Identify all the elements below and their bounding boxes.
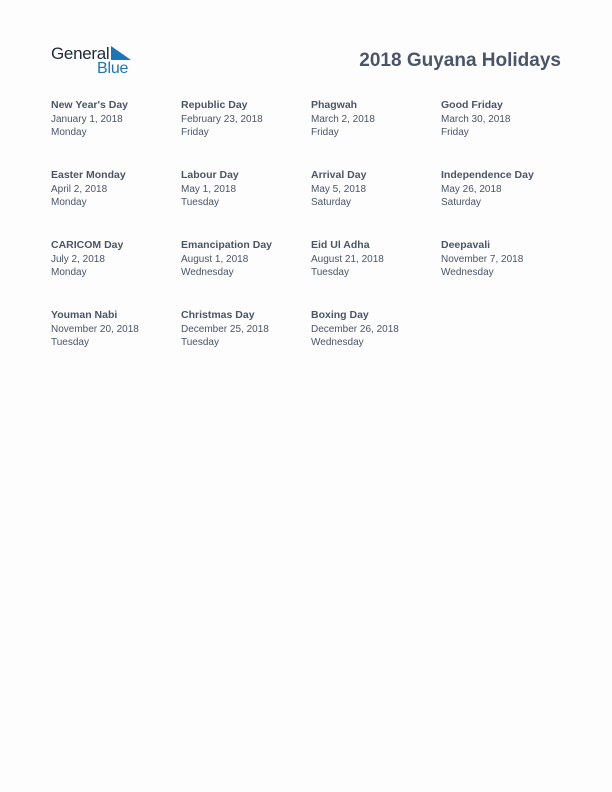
logo-triangle-icon [111, 46, 131, 60]
holiday-entry [311, 169, 441, 239]
holiday-weekday: Friday [311, 127, 339, 138]
holiday-name: Boxing Day [311, 309, 369, 321]
holiday-date: May 1, 2018 [181, 183, 237, 195]
holiday-weekday: Wednesday [441, 267, 494, 278]
holiday-name: New Year's Day [51, 99, 129, 111]
holiday-entry [181, 309, 311, 379]
holiday-date: January 1, 2018 [51, 113, 123, 125]
holiday-weekday: Monday [51, 267, 87, 278]
holiday-date: May 5, 2018 [311, 183, 367, 195]
holiday-entry [181, 239, 311, 309]
holiday-name: Eid Ul Adha [311, 239, 370, 251]
holiday-date: August 21, 2018 [311, 253, 384, 265]
holiday-name: Republic Day [181, 99, 248, 111]
holiday-entry [181, 169, 311, 239]
holiday-date: May 26, 2018 [441, 183, 502, 195]
holiday-weekday: Wednesday [311, 337, 364, 348]
holiday-weekday: Tuesday [181, 337, 219, 348]
holiday-entry [311, 309, 441, 379]
holiday-weekday: Friday [441, 127, 469, 138]
holiday-name: Labour Day [181, 169, 239, 181]
holiday-name: Easter Monday [51, 169, 126, 181]
holiday-weekday: Monday [51, 197, 87, 208]
holiday-weekday: Tuesday [181, 197, 219, 208]
holiday-date: December 25, 2018 [181, 323, 269, 335]
holiday-name: Phagwah [311, 99, 358, 111]
holiday-entry [51, 169, 181, 239]
holiday-name: Deepavali [441, 239, 491, 251]
holiday-name: Christmas Day [181, 309, 255, 321]
logo-text-general: General [51, 44, 110, 63]
holiday-date: March 30, 2018 [441, 113, 511, 125]
holiday-weekday: Friday [181, 127, 209, 138]
holiday-weekday: Tuesday [51, 337, 89, 348]
holiday-name: Emancipation Day [181, 239, 273, 251]
holiday-date: November 20, 2018 [51, 323, 139, 335]
holiday-name: Independence Day [441, 169, 534, 181]
page-title: 2018 Guyana Holidays [359, 50, 561, 71]
holiday-entry [441, 99, 571, 169]
holiday-entry [441, 239, 571, 309]
holiday-weekday: Wednesday [181, 267, 234, 278]
holiday-entry [181, 99, 311, 169]
holiday-grid [51, 99, 571, 379]
holiday-date: February 23, 2018 [181, 113, 263, 125]
holiday-name: Good Friday [441, 99, 503, 111]
logo-text-blue: Blue [97, 60, 129, 77]
holiday-weekday: Monday [51, 127, 87, 138]
holiday-date: March 2, 2018 [311, 113, 375, 125]
holiday-weekday: Tuesday [311, 267, 349, 278]
holiday-weekday: Saturday [311, 197, 352, 208]
holiday-name: Arrival Day [311, 169, 367, 181]
holiday-date: April 2, 2018 [51, 183, 108, 195]
holiday-entry [51, 239, 181, 309]
holiday-entry [311, 99, 441, 169]
holiday-name: CARICOM Day [51, 239, 124, 251]
holiday-date: July 2, 2018 [51, 253, 105, 265]
holiday-date: December 26, 2018 [311, 323, 399, 335]
holiday-date: August 1, 2018 [181, 253, 249, 265]
holiday-entry [51, 309, 181, 379]
holiday-entry [441, 169, 571, 239]
generalblue-logo [51, 44, 141, 78]
holiday-name: Youman Nabi [51, 309, 118, 321]
holiday-weekday: Saturday [441, 197, 482, 208]
holiday-entry [311, 239, 441, 309]
holiday-date: November 7, 2018 [441, 253, 524, 265]
holiday-entry [51, 99, 181, 169]
